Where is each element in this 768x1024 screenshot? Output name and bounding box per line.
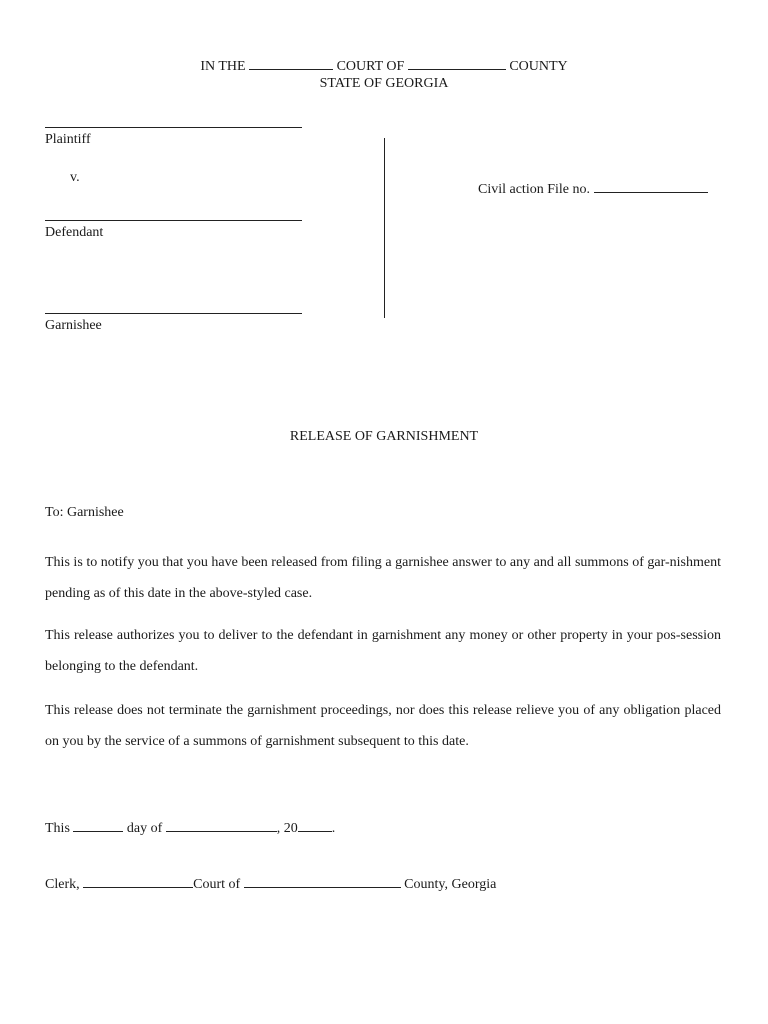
plaintiff-name-line[interactable]: [45, 127, 302, 128]
date-line: [45, 819, 335, 837]
clerk-county-blank[interactable]: [244, 875, 401, 888]
date-year-prefix: , 20: [276, 821, 298, 836]
caption-court-of: COURT OF: [336, 59, 405, 74]
plaintiff-label: Plaintiff: [45, 132, 91, 147]
date-this-label: This: [45, 821, 70, 836]
clerk-label: Clerk,: [45, 877, 80, 892]
clerk-line: [45, 875, 496, 893]
garnishee-label: Garnishee: [45, 318, 102, 333]
civil-action-line: [478, 180, 708, 198]
day-blank[interactable]: [73, 819, 123, 832]
to-line: To: Garnishee: [45, 505, 124, 520]
defendant-label: Defendant: [45, 225, 104, 240]
file-number-blank[interactable]: [594, 180, 708, 193]
caption-in-the: IN THE: [200, 59, 246, 74]
clerk-name-blank[interactable]: [83, 875, 193, 888]
civil-action-label: Civil action File no.: [478, 182, 590, 197]
court-name-blank[interactable]: [249, 57, 333, 70]
caption-county: COUNTY: [509, 59, 568, 74]
clerk-court-of-label: Court of: [193, 877, 241, 892]
paragraph-deliver-property: This release authorizes you to deliver to the defendant in garnishment any money or other property in your pos-session belonging to the defendant.: [45, 628, 721, 674]
caption-divider: [384, 138, 385, 318]
document-title: RELEASE OF GARNISHMENT: [289, 429, 479, 444]
date-day-of-label: day of: [126, 821, 163, 836]
garnishee-name-line[interactable]: [45, 313, 302, 314]
paragraph-release-notice: This is to notify you that you have been released from filing a garnishee answer to any and all summons of gar-nishment pending as of this date in the above-styled case.: [45, 555, 721, 601]
month-blank[interactable]: [166, 819, 277, 832]
county-name-blank[interactable]: [408, 57, 506, 70]
versus-label: v.: [70, 170, 80, 185]
paragraph-no-termination: This release does not terminate the garnishment proceedings, nor does this release relieve you of any obligation placed on you by the service of a summons of garnishment subsequent to this date.: [45, 703, 721, 749]
clerk-county-georgia-label: County, Georgia: [404, 877, 497, 892]
date-end: .: [331, 821, 336, 836]
state-line: STATE OF GEORGIA: [319, 76, 449, 91]
year-blank[interactable]: [298, 819, 332, 832]
court-caption-line: [0, 57, 768, 75]
defendant-name-line[interactable]: [45, 220, 302, 221]
